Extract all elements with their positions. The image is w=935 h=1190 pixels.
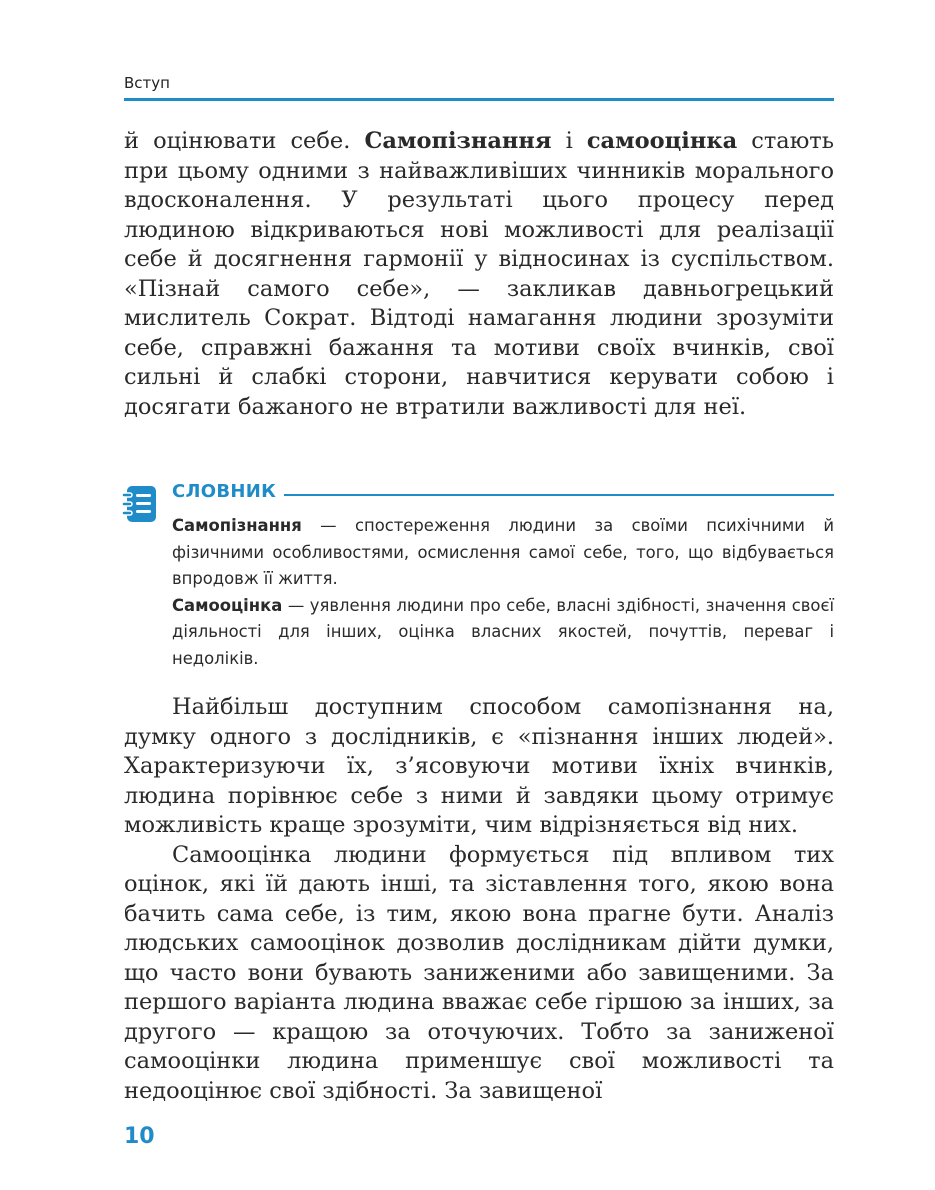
intro-paragraph: й оцінювати себе. Самопізнання і самооцінка стають при цьому одними з найважливіших чинників морального вдосконалення. У результаті цього процесу перед людиною відкриваються нові можливості для реалізації себе й досягнення гармонії у відносинах із суспільством. «Пізнай самого себе», — закликав давньогрецький мислитель Сократ. Відтоді намагання людини зрозуміти себе, справжні бажання та мотиви своїх вчинків, свої сильні й слабкі сторони, навчитися керувати собою і досягати бажаного не втратили важливості для неї. [124,128,834,420]
glossary-divider [284,494,834,496]
paragraph-self-knowledge-method: Найбільш доступним способом самопізнання на, думку одного з дослідників, є «пізнання інших людей». Характеризуючи їх, з’ясовуючи мотиви їхніх вчинків, людина порівнює себе з ними й завдяки цьому отримує можливість краще зрозуміти, чим відрізняється від них. [124,694,834,838]
glossary-entry: Самооцінка — уявлення людини про себе, власні здібності, значення своєї діяльності для інших, оцінка власних якостей, почуттів, переваг і недоліків. [172,595,834,668]
running-header: Вступ [124,74,170,92]
paragraph-self-esteem: Самооцінка людини формується під впливом тих оцінок, які їй дають інші, та зіставлення того, якою вона бачить сама себе, із тим, якою вона прагне бути. Аналіз людських самооцінок дозволив дослідникам дійти думки, що часто вони бувають заниженими або завищеними. За першого варіанта людина вважає себе гіршою за інших, за другого — кращою за оточуючих. Тобто за заниженої самооцінки людина применшує свої можливості та недооцінює свої здібності. За завищеної [124,841,834,1104]
glossary-body [172,513,834,672]
notepad-icon [122,484,158,524]
page-number: 10 [124,1124,155,1149]
glossary-entry: Самопізнання — спостереження людини за своїми психічними й фізичними особливостями, осмислення самої себе, того, що відбувається впродовж її життя. [172,516,834,588]
term-self-esteem: самооцінка [586,128,738,154]
main-text [124,693,834,1106]
term-self-knowledge: Самопізнання [364,128,552,154]
header-divider [124,98,834,101]
glossary-title: СЛОВНИК [172,481,277,502]
